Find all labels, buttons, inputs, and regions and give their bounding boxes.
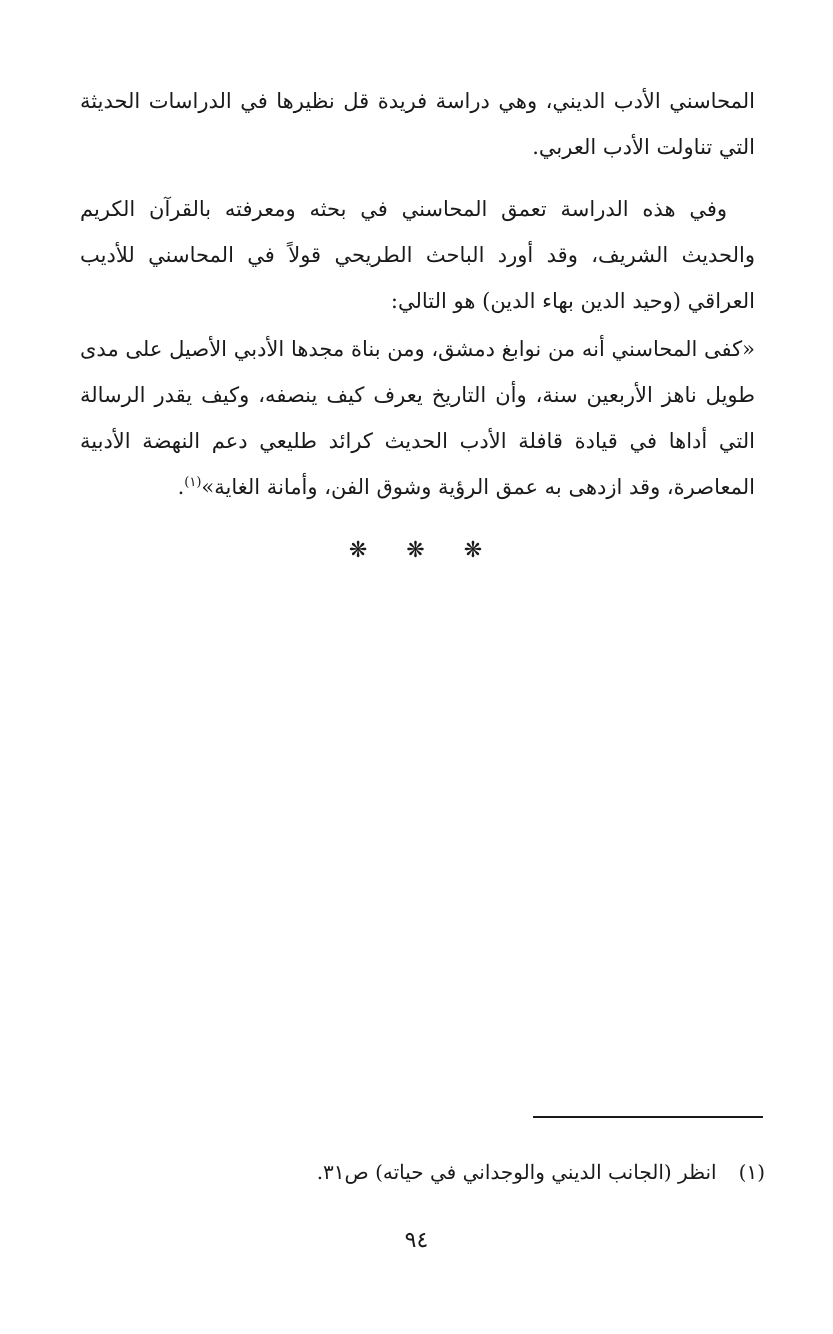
paragraph-continued [80,78,755,170]
footnote-text: انظر (الجانب الديني والوجداني في حياته) ص٣١. [316,1160,717,1184]
asterism-icon: ❋ [348,538,370,563]
section-separator [0,538,833,563]
paragraph-quote [80,326,755,510]
paragraph-indent [727,197,755,221]
asterism-icon: ❋ [463,538,485,563]
paragraph-text: وفي هذه الدراسة تعمق المحاسني في بحثه ومعرفته بالقرآن الكريم والحديث الشريف، وقد أورد الباحث الطريحي قولاً في المحاسني للأديب العراقي (وحيد الدين بهاء الدين) هو التالي: [80,197,755,313]
paragraph-study [80,186,755,324]
quote-end-period: . [177,475,185,499]
footnote-reference[interactable]: (١) [184,475,202,490]
asterism-icon: ❋ [406,538,427,563]
quote-text: «كفى المحاسني أنه من نوابغ دمشق، ومن بناة مجدها الأدبي الأصيل على مدى طويل ناهز الأربعين سنة، وأن التاريخ يعرف كيف ينصفه، وكيف يقدر الرسالة التي أداها في قيادة قافلة الأدب الحديث كرائد طليعي دعم النهضة الأدبية المعاصرة، وقد ازدهى به عمق الرؤية وشوق الفن، وأمانة الغاية» [80,337,755,499]
footnote [80,1152,765,1192]
footnote-divider [533,1116,763,1118]
footnote-number: (١) [738,1160,765,1184]
paragraph-text: المحاسني الأدب الديني، وهي دراسة فريدة قل نظيرها في الدراسات الحديثة التي تناولت الأدب العربي. [80,89,755,159]
page-number: ٩٤ [404,1228,429,1253]
